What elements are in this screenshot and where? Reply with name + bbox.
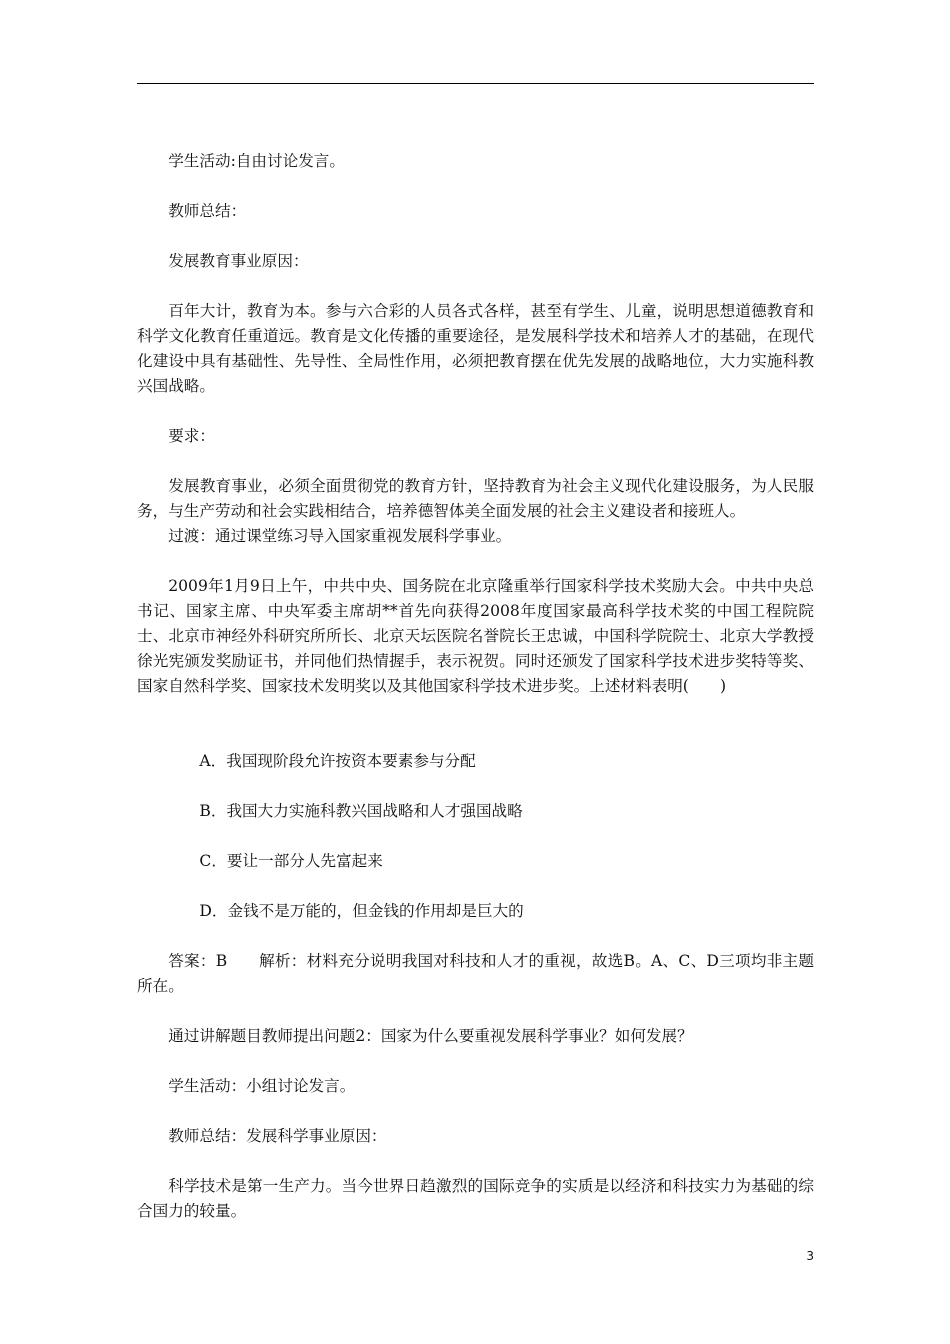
paragraph: 过渡：通过课堂练习导入国家重视发展科学事业。 [168,527,512,545]
answer: 答案：B 解析：材料充分说明我国对科技和人才的重视，故选B。A、C、D三项均非主题所在。 [137,952,814,995]
page-number: 3 [806,1249,814,1263]
paragraph: 教师总结： [168,202,247,220]
paragraph: 科学技术是第一生产力。当今世界日趋激烈的国际竞争的实质是以经济和科技实力为基础的综合国力的较量。 [137,1177,814,1220]
paragraph: 要求： [168,427,215,445]
paragraph: 学生活动:自由讨论发言。 [168,152,345,170]
question-stem: 2009年1月9日上午，中共中央、国务院在北京隆重举行国家科学技术奖励大会。中共中央总书记、国家主席、中央军委主席胡**首先向获得2008年度国家最高科学技术奖的中国工程院院士、北京市神经外科研究所所长、北京天坛医院名誉院长王忠诚，中国科学院院士、北京大学教授徐光宪颁发奖励证书，并同他们热情握手，表示祝贺。同时还颁发了国家科学技术进步奖特等奖、国家自然科学奖、国家技术发明奖以及其他国家科学技术进步奖。上述材料表明( ) [137,577,814,695]
paragraph: 通过讲解题目教师提出问题2：国家为什么要重视发展科学事业？如何发展？ [168,1027,693,1045]
option-c: C．要让一部分人先富起来 [199,852,383,870]
paragraph: 发展教育事业，必须全面贯彻党的教育方针，坚持教育为社会主义现代化建设服务，为人民服务，与生产劳动和社会实践相结合，培养德智体美全面发展的社会主义建设者和接班人。 [137,477,814,520]
option-d: D．金钱不是万能的，但金钱的作用却是巨大的 [199,902,524,920]
header-rule [137,83,814,84]
paragraph: 学生活动：小组讨论发言。 [168,1077,356,1095]
option-b: B．我国大力实施科教兴国战略和人才强国战略 [199,802,523,820]
paragraph: 百年大计，教育为本。参与六合彩的人员各式各样，甚至有学生、儿童，说明思想道德教育和科学文化教育任重道远。教育是文化传播的重要途径，是发展科学技术和培养人才的基础，在现代化建设中具有基础性、先导性、全局性作用，必须把教育摆在优先发展的战略地位，大力实施科教兴国战略。 [137,302,814,395]
paragraph: 教师总结：发展科学事业原因： [168,1127,387,1145]
paragraph: 发展教育事业原因： [168,252,309,270]
option-a: A．我国现阶段允许按资本要素参与分配 [199,752,476,770]
